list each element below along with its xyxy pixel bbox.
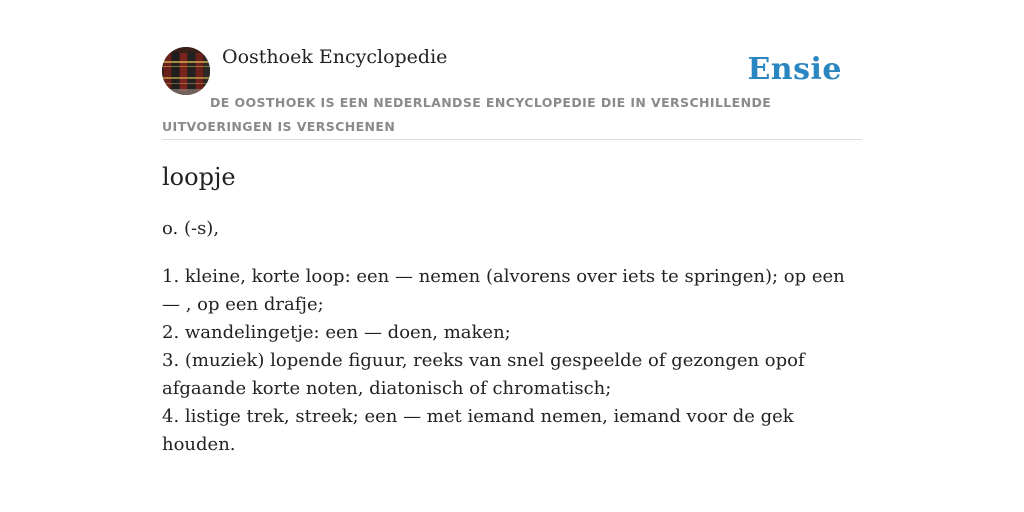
page-header (162, 0, 862, 140)
page-container (162, 0, 862, 455)
entry-grammar: o. (-s), (162, 218, 220, 239)
encyclopedia-books-icon[interactable] (162, 47, 210, 95)
sense-item: 1. kleine, korte loop: een — nemen (alvorens over iets te springen); op een — , op een drafje; (162, 266, 845, 315)
entry-headword: loopje (162, 163, 236, 191)
brand-logo-link[interactable]: Ensie (747, 52, 842, 87)
sense-item: 2. wandelingetje: een — doen, maken; (162, 322, 511, 343)
entry-senses (162, 263, 862, 459)
site-title[interactable]: Oosthoek Encyclopedie (222, 46, 448, 68)
site-subtitle: DE OOSTHOEK IS EEN NEDERLANDSE ENCYCLOPEDIE DIE IN VERSCHILLENDE UITVOERINGEN IS VERSCHENEN (162, 95, 772, 134)
sense-item: 3. (muziek) lopende figuur, reeks van snel gespeelde of gezongen opof afgaande korte noten, diatonisch of chromatisch; (162, 350, 805, 399)
sense-item: 4. listige trek, streek; een — met iemand nemen, iemand voor de gek houden. (162, 406, 794, 455)
